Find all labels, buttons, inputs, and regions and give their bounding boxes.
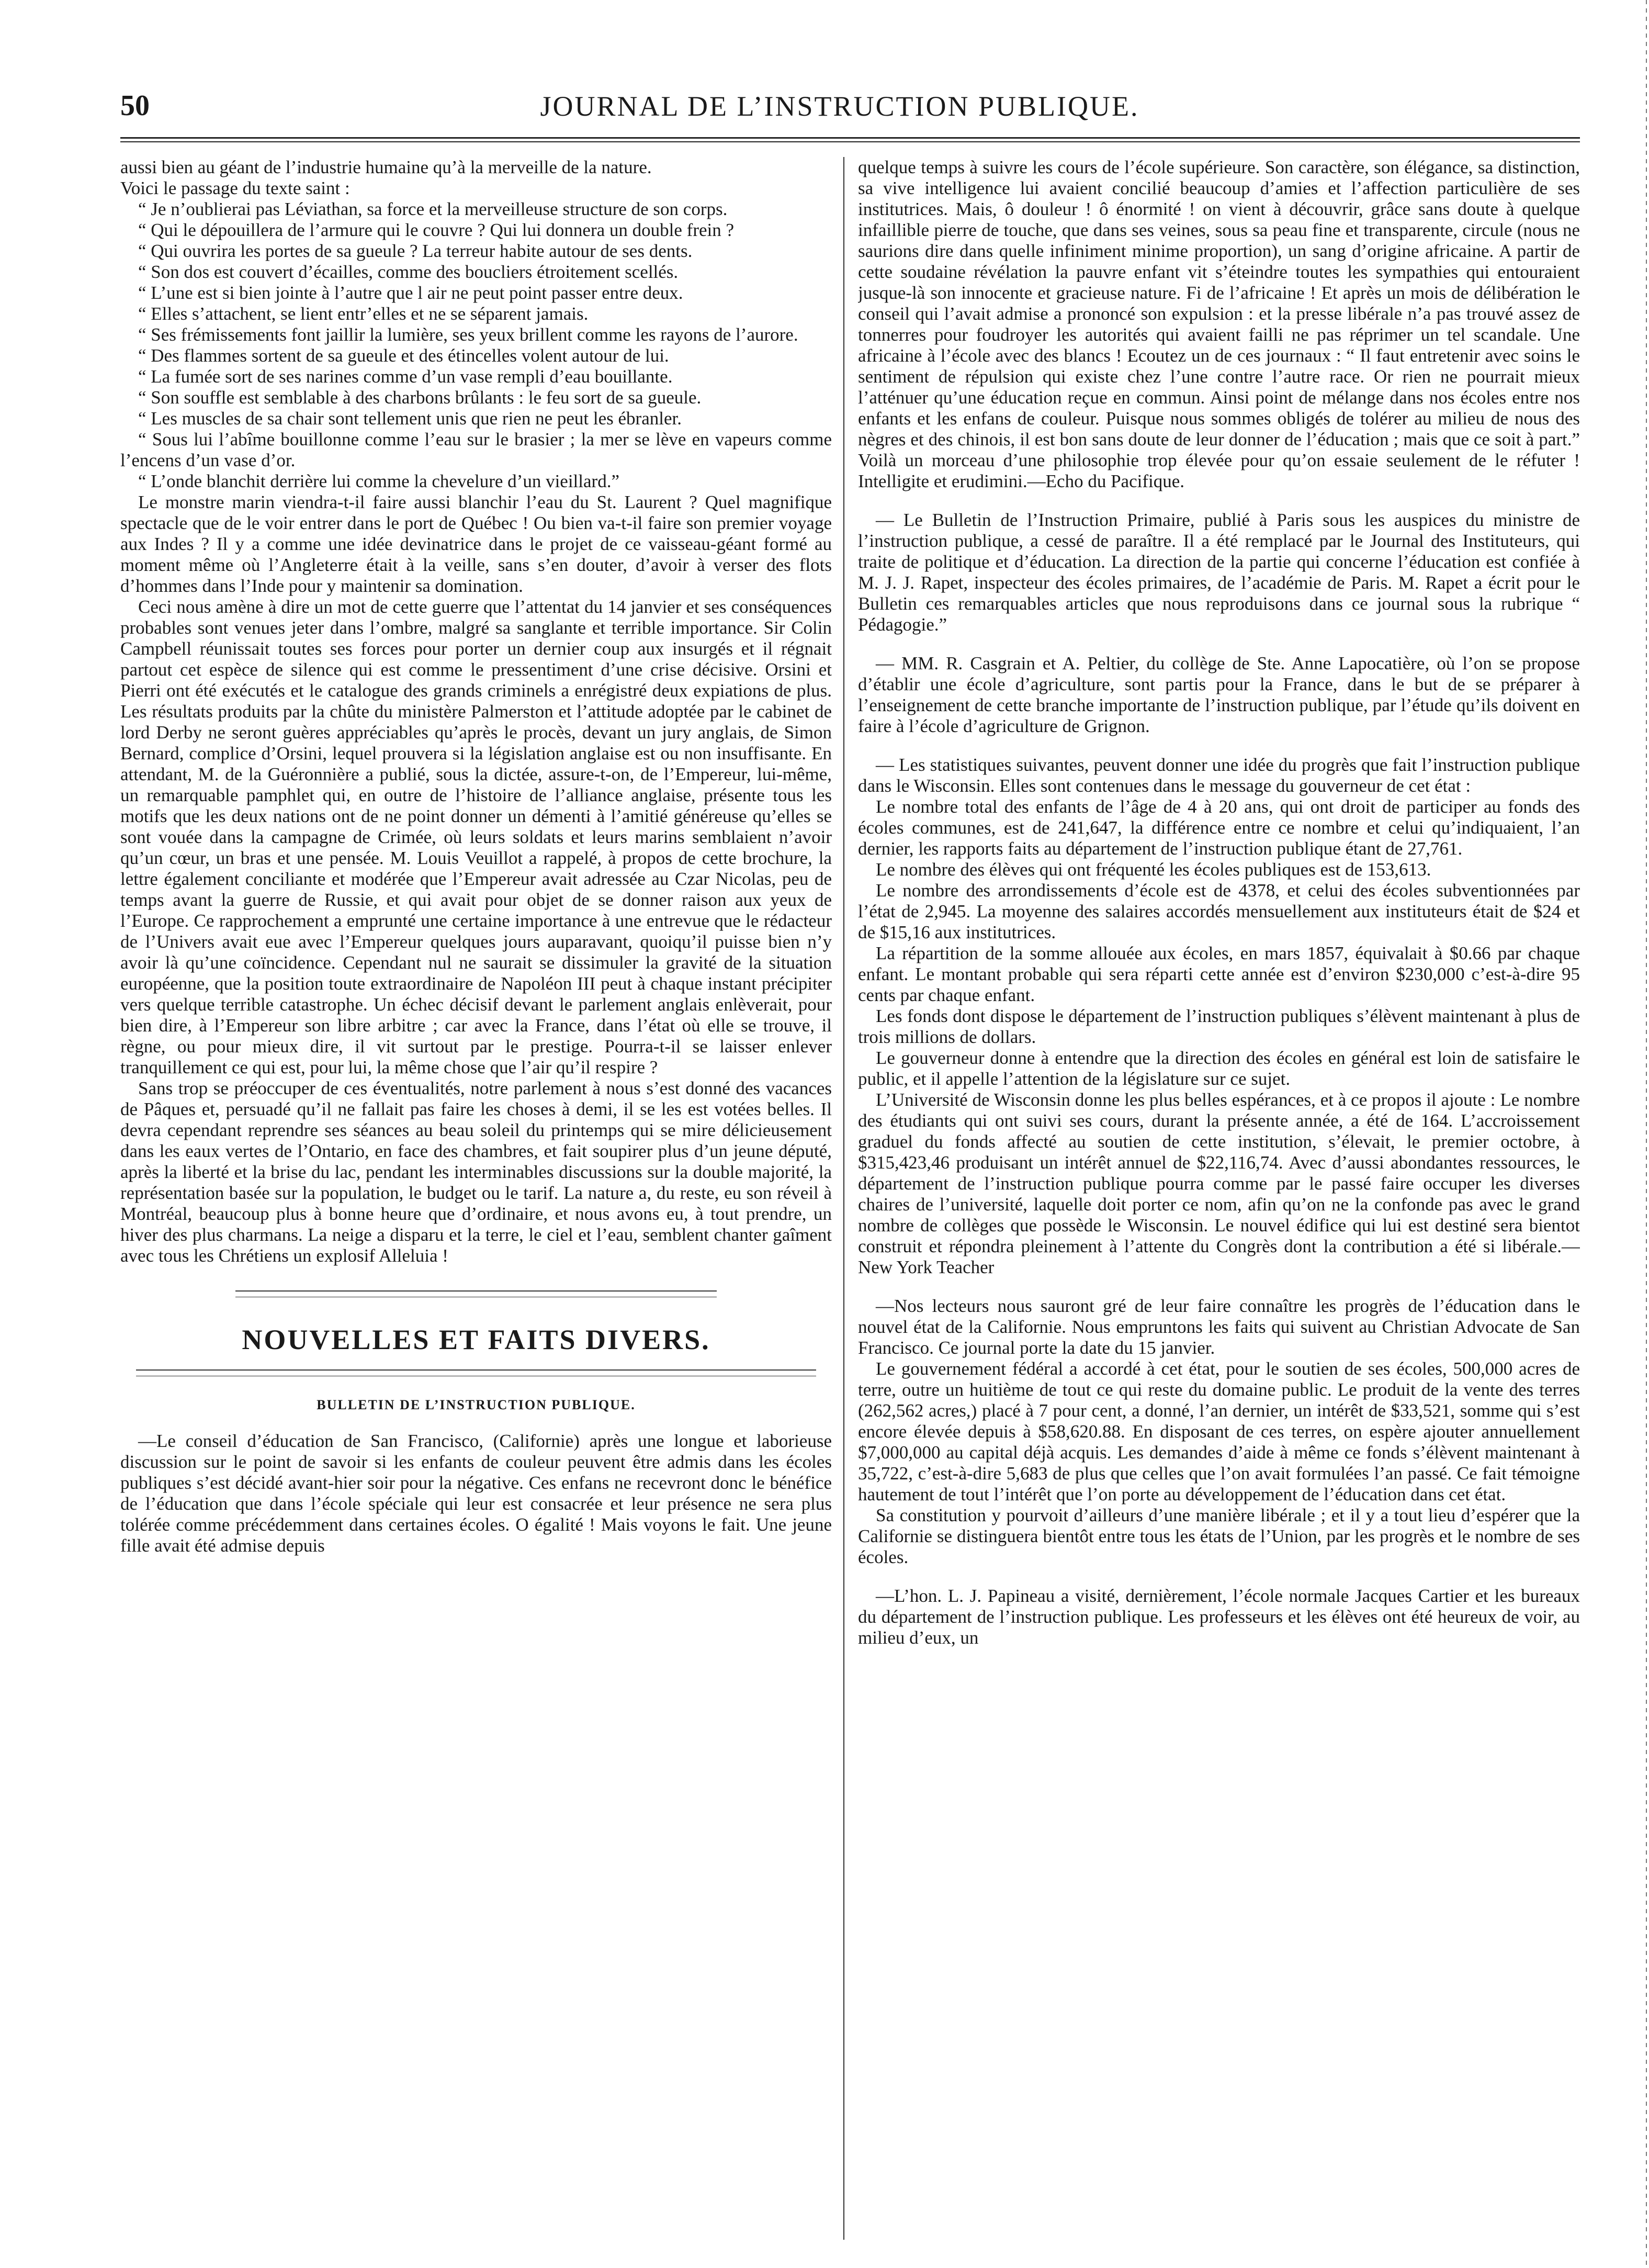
paragraph: Le nombre des arrondissements d’école est de 4378, et celui des écoles subventionnées par l’état de 2,945. La moyenne des salaires accordés mensuellement aux instituteurs était de $24 et de $15,16 aux institutrices.: [858, 880, 1580, 942]
paragraph: Sa constitution y pourvoit d’ailleurs d’une manière libérale ; et il y a tout lieu d’espérer que la Californie se distinguera bientôt entre tous les états de l’Union, par les progrès et le nombre de ses écoles.: [858, 1505, 1580, 1567]
running-title: JOURNAL DE L’INSTRUCTION PUBLIQUE.: [540, 91, 1139, 122]
paragraph: Voici le passage du texte saint :: [120, 178, 350, 198]
quote-line: “ L’onde blanchit derrière lui comme la chevelure d’un vieillard.”: [138, 471, 619, 491]
section-rule: [136, 1369, 816, 1376]
paragraph: aussi bien au géant de l’industrie humaine qu’à la merveille de la nature.: [120, 157, 652, 177]
paragraph: Sans trop se préoccuper de ces éventualités, notre parlement à nous s’est donné des vacances de Pâques et, persuadé qu’il ne fallait pas faire les choses à demi, il se les est votées belles. Il devra cependant reprendre ses séances au beau soleil du printemps qui se mire délicieusement dans les eaux vertes de l’Ontario, en face des chambres, et fait soupirer plus d’un jeune député, après la liberté et la brise du lac, pendant les interminables discussions sur la double majorité, la représentation basée sur la population, le budget ou le tarif. La nature a, du reste, eu son réveil à Montréal, beaucoup plus à bonne heure que d’ordinaire, et nous avons eu, à tout prendre, un hiver des plus charmans. La neige a disparu et la terre, le ciel et l’eau, semblent chanter gaîment avec tous les Chrétiens un explosif Alleluia !: [120, 1078, 832, 1266]
header-rule: [120, 137, 1580, 142]
news-item: — Les statistiques suivantes, peuvent donner une idée du progrès que fait l’instruction publique dans le Wisconsin. Elles sont contenues dans le message du gouverneur de cet état :: [858, 755, 1580, 796]
paragraph: quelque temps à suivre les cours de l’école supérieure. Son caractère, son élégance, sa distinction, sa vive intelligence lui avaient concilié beaucoup d’amies et l’affection particulière de ses institutrices. Mais, ô douleur ! ô énormité ! on vient à découvrir, grâce sans doute à quelque infaillible pierre de touche, que dans ses veines, sous sa peau fine et transparente, circule (nous ne saurions dire dans quelle infiniment minime proportion), un sang d’origine africaine. A partir de cette soudaine révélation la pauvre enfant vit s’éteindre toutes les sympathies qui entouraient jusque-là son innocente et gracieuse nature. Fi de l’africaine ! Et après un mois de délibération le conseil qui l’avait admise a prononcé son expulsion : et la presse libérale n’a pas trouvé assez de tonnerres pour foudroyer les autorités qui avaient failli ne pas réprimer un tel scandale. Une africaine à l’école avec des blancs ! Ecoutez un de ces journaux : “ Il faut entretenir avec soins le sentiment de répulsion qui existe chez l’une contre l’autre race. Or rien ne pourrait mieux l’atténuer qu’une éducation reçue en commun. Ainsi point de mélange dans nos écoles entre nos enfants et les enfans de couleur. Puisque nous sommes obligés de tolérer au milieu de nous des nègres et des chinois, il est bon sans doute de leur donner de l’éducation ; mais que ce soit à part.” Voilà un morceau d’une philosophie trop élevée pour qu’on essaie seulement de le réfuter ! Intelligite et erudimini.—Echo du Pacifique.: [858, 157, 1580, 491]
paragraph: Le nombre des élèves qui ont fréquenté les écoles publiques est de 153,613.: [876, 859, 1431, 880]
paragraph: Le monstre marin viendra-t-il faire aussi blanchir l’eau du St. Laurent ? Quel magnifique spectacle que de le voir entrer dans le port de Québec ! Ou bien va-t-il faire son premier voyage aux Indes ? Il y a comme une idée devinatrice dans le projet de ce vaisseau-géant formé au moment même où l’Angleterre était à la veille, sans s’en douter, d’avoir à verser des flots d’hommes dans l’Inde pour y maintenir sa domination.: [120, 492, 832, 596]
paragraph: Le gouvernement fédéral a accordé à cet état, pour le soutien de ses écoles, 500,000 acres de terre, outre un huitième de tout ce qui reste du domaine public. Le produit de la vente des terres (262,562 acres,) placé à 7 pour cent, a donné, l’an dernier, un intérêt de $33,521, somme qui s’est encore élevée depuis à $58,620.88. En disposant de ces terres, on espère ajouter annuellement $7,000,000 au capital déjà acquis. Les demandes d’aide à même ce fonds s’élèvent maintenant à 35,722, c’est-à-dire 5,683 de plus que celles que l’on avait formulées l’an passé. Ce fait témoigne hautement de tout l’intérêt que l’on porte au développement de l’éducation dans cet état.: [858, 1358, 1580, 1504]
quote-line: “ Sous lui l’abîme bouillonne comme l’eau sur le brasier ; la mer se lève en vapeurs comme l’encens d’un vase d’or.: [120, 429, 832, 470]
quote-line: “ Les muscles de sa chair sont tellement unis que rien ne peut les ébranler.: [138, 408, 682, 429]
news-item: — Le Bulletin de l’Instruction Primaire, publié à Paris sous les auspices du ministre de l’instruction publique, a cessé de paraître. Il a été remplacé par le Journal des Instituteurs, qui traite de politique et d’éducation. La direction de la partie qui concerne l’éducation est confiée à M. J. J. Rapet, inspecteur des écoles primaires, de l’académie de Paris. M. Rapet a écrit pour le Bulletin ces remarquables articles que nous reproduisons dans ce journal sous la rubrique “ Pédagogie.”: [858, 510, 1580, 635]
news-item: —L’hon. L. J. Papineau a visité, dernièrement, l’école normale Jacques Cartier et les bureaux du département de l’instruction publique. Les professeurs et les élèves ont été heureux de voir, au milieu d’eux, un: [858, 1586, 1580, 1648]
quote-line: “ Qui le dépouillera de l’armure qui le couvre ? Qui lui donnera un double frein ?: [138, 220, 735, 240]
right-column: [858, 157, 1580, 2245]
quote-line: “ Son dos est couvert d’écailles, comme des boucliers étroitement scellés.: [138, 262, 679, 282]
quote-line: “ Je n’oublierai pas Léviathan, sa force et la merveilleuse structure de son corps.: [138, 199, 728, 219]
news-item: —Nos lecteurs nous sauront gré de leur faire connaître les progrès de l’éducation dans le nouvel état de la Californie. Nous empruntons les faits qui suivent au Christian Advocate de San Francisco. Ce journal porte la date du 15 janvier.: [858, 1296, 1580, 1358]
page-edge: [1646, 0, 1647, 2268]
section-rule: [235, 1290, 717, 1297]
quote-line: “ Qui ouvrira les portes de sa gueule ? La terreur habite autour de ses dents.: [138, 241, 693, 261]
paragraph: Le gouverneur donne à entendre que la direction des écoles en général est loin de satisfaire le public, et il appelle l’attention de la législature sur ce sujet.: [858, 1048, 1580, 1089]
paragraph: Ceci nous amène à dire un mot de cette guerre que l’attentat du 14 janvier et ses conséquences probables sont venues jeter dans l’ombre, malgré sa sanglante et terrible importance. Sir Colin Campbell réunissait toutes ses forces pour porter un dernier coup aux insurgés et il régnait partout cet espèce de silence qui est comme le pressentiment d’une crise décisive. Orsini et Pierri ont été exécutés et le catalogue des grands criminels a enrégistré deux expiations de plus. Les résultats produits par la chûte du ministère Palmerston et l’attitude adoptée par le cabinet de lord Derby ne seront guères appréciables qu’après le procès, devant un jury anglais, de Simon Bernard, complice d’Orsini, lequel prouvera si la législation anglaise est ou non insuffisante. En attendant, M. de la Guéronnière a publié, sous la dictée, assure-t-on, de l’Empereur, lui-même, un remarquable pamphlet qui, en outre de l’histoire de l’alliance anglaise, présente tous les motifs que les deux nations ont de ne point donner un démenti à l’amitié généreuse qu’elles se sont vouée dans la campagne de Crimée, où leurs soldats et leurs marins semblaient n’avoir qu’un cœur, un bras et une pensée. M. Louis Veuillot a rappelé, à propos de cette brochure, la lettre également conciliante et modérée que l’Empereur avait adressée au Czar Nicolas, peu de temps avant la guerre de Russie, et qui avait pour objet de se donner raison aux yeux de l’Europe. Ce rapprochement a emprunté une certaine importance à une entrevue que le rédacteur de l’Univers avait eue avec l’Empereur quelques jours auparavant, quoiqu’il puisse bien n’y avoir là qu’une coïncidence. Cependant nul ne saurait se dissimuler la gravité de la situation européenne, que la position toute extraordinaire de Napoléon III peut à chaque instant précipiter vers quelque terrible catastrophe. Un échec décisif devant le parlement anglais enlèverait, pour bien dire, à l’Empereur son libre arbitre ; car avec la France, dans l’état où elle se trouve, il règne, ou pour mieux dire, il vit surtout par le prestige. Pourra-t-il se laisser enlever tranquillement ce qui est, pour lui, la même chose que l’air qu’il respire ?: [120, 597, 832, 1077]
column-divider: [843, 157, 844, 2240]
sub-heading: BULLETIN DE L’INSTRUCTION PUBLIQUE.: [317, 1397, 636, 1412]
quote-line: “ Son souffle est semblable à des charbons brûlants : le feu sort de sa gueule.: [138, 387, 702, 408]
page-number: 50: [120, 89, 150, 122]
section-title: NOUVELLES ET FAITS DIVERS.: [242, 1324, 710, 1355]
paragraph: Le nombre total des enfants de l’âge de 4 à 20 ans, qui ont droit de participer au fonds des écoles communes, est de 241,647, la différence entre ce nombre et celui qu’indiquaient, l’an dernier, les rapports faits au département de l’instruction publique étant de 27,761.: [858, 796, 1580, 859]
left-column: [120, 157, 832, 2219]
quote-line: “ Elles s’attachent, se lient entr’elles et ne se séparent jamais.: [138, 304, 589, 324]
paragraph: Les fonds dont dispose le département de l’instruction publiques s’élèvent maintenant à plus de trois millions de dollars.: [858, 1006, 1580, 1047]
quote-line: “ Des flammes sortent de sa gueule et des étincelles volent autour de lui.: [138, 345, 669, 366]
news-item: —Le conseil d’éducation de San Francisco, (Californie) après une longue et laborieuse discussion sur le point de savoir si les enfants de couleur peuvent être admis dans les écoles publiques s’est décidé avant-hier soir pour la négative. Ces enfans ne recevront donc le bénéfice de l’éducation que dans l’école spéciale qui leur est consacrée et leur présence ne sera plus tolérée comme précédemment dans certaines écoles. O égalité ! Mais voyons le fait. Une jeune fille avait été admise depuis: [120, 1431, 832, 1556]
quote-line: “ La fumée sort de ses narines comme d’un vase rempli d’eau bouillante.: [138, 366, 673, 387]
paragraph: La répartition de la somme allouée aux écoles, en mars 1857, équivalait à $0.66 par chaque enfant. Le montant probable qui sera réparti cette année est d’environ $230,000 c’est-à-dire 95 cents par chaque enfant.: [858, 943, 1580, 1005]
quote-line: “ L’une est si bien jointe à l’autre que l air ne peut point passer entre deux.: [138, 283, 683, 303]
quote-line: “ Ses frémissements font jaillir la lumière, ses yeux brillent comme les rayons de l’aurore.: [138, 324, 798, 345]
page-header: [105, 78, 1575, 131]
paragraph: L’Université de Wisconsin donne les plus belles espérances, et à ce propos il ajoute : Le nombre des étudiants qui ont suivi ses cours, durant la présente année, a été de 164. L’accroissement graduel du fonds affecté au soutien de cette institution, s’élevait, le premier octobre, à $315,423,46 produisant un intérêt annuel de $22,116,74. Avec d’aussi abondantes ressources, le département de l’instruction publique pourra comme par le passé faire occuper les diverses chaires de l’université, laquelle doit porter ce nom, afin qu’on ne la confonde pas avec le grand nombre de collèges que possède le Wisconsin. Le nouvel édifice qui lui est destiné sera bientot construit et répondra pleinement à l’attente du Congrès dont la contribution a été si libérale.—New York Teacher: [858, 1090, 1580, 1277]
news-item: — MM. R. Casgrain et A. Peltier, du collège de Ste. Anne Lapocatière, où l’on se propose d’établir une école d’agriculture, sont partis pour la France, dans le but de se préparer à l’enseignement de cette branche importante de l’instruction publique, par l’étude qu’ils doivent en faire à l’école d’agriculture de Grignon.: [858, 653, 1580, 736]
